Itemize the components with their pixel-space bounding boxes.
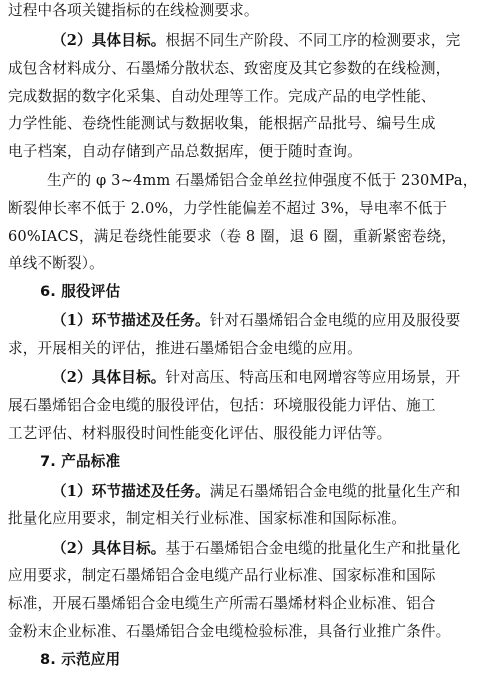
text-line-14: （2）具体目标。针对高压、特高压和电网增容等应用场景，开: [52, 369, 461, 387]
para-lead: （2）具体目标。: [52, 31, 166, 49]
para-lead: （2）具体目标。: [52, 369, 166, 387]
text-line-20: （2）具体目标。基于石墨烯铝合金电缆的批量化生产和批量化: [52, 539, 461, 557]
text-line-16: 工艺评估、材料服役时间性能变化评估、服役能力评估等。: [8, 424, 392, 442]
section-heading-8: 8. 示范应用: [40, 651, 121, 668]
text-line-3: 成包含材料成分、石墨烯分散状态、致密度及其它参数的在线检测，: [8, 60, 451, 77]
text-line-2: （2）具体目标。根据不同生产阶段、不同工序的检测要求，完: [52, 31, 461, 49]
text-line-19: 批量化应用要求，制定相关行业标准、国家标准和国际标准。: [8, 510, 407, 528]
para-lead: （1）环节描述及任务。: [52, 312, 210, 330]
text-line-7: 生产的 φ 3~4mm 石墨烯铝合金单丝拉伸强度不低于 230MPa，: [47, 172, 478, 190]
text-line-23: 金粉末企业标准、石墨烯铝合金电缆检验标准，具备行业推广条件。: [8, 622, 451, 640]
text-line-12: （1）环节描述及任务。针对石墨烯铝合金电缆的应用及服役要: [52, 312, 461, 330]
text-line-18: （1）环节描述及任务。满足石墨烯铝合金电缆的批量化生产和: [52, 482, 461, 500]
para-lead: （1）环节描述及任务。: [52, 482, 210, 500]
text-line-22: 标准，开展石墨烯铝合金电缆生产所需石墨烯材料企业标准、铝合: [8, 594, 436, 612]
text-line-6: 电子档案，自动存储到产品总数据库，便于随时查询。: [8, 142, 362, 160]
section-heading-7: 7. 产品标准: [40, 453, 121, 471]
text-line-1: 过程中各项关键指标的在线检测要求。: [8, 2, 259, 19]
text-line-9: 60%IACS，满足卷绕性能要求（卷 8 圈，退 6 圈，重新紧密卷绕，: [8, 227, 457, 245]
text-line-8: 断裂伸长率不低于 2.0%，力学性能偏差不超过 3%，导电率不低于: [8, 199, 448, 217]
text-line-10: 单线不断裂）。: [8, 255, 104, 273]
text-line-13: 求，开展相关的评估，推进石墨烯铝合金电缆的应用。: [8, 339, 362, 357]
text-line-21: 应用要求，制定石墨烯铝合金电缆产品行业标准、国家标准和国际: [8, 567, 436, 585]
text-line-15: 展石墨烯铝合金电缆的服役评估，包括：环境服役能力评估、施工: [8, 396, 436, 414]
section-heading-6: 6. 服役评估: [40, 282, 121, 300]
text-line-5: 力学性能、卷绕性能测试与数据收集，能根据产品批号、编号生成: [8, 115, 436, 133]
para-lead: （2）具体目标。: [52, 539, 166, 557]
text-line-4: 完成数据的数字化采集、自动处理等工作。完成产品的电学性能、: [8, 87, 436, 105]
